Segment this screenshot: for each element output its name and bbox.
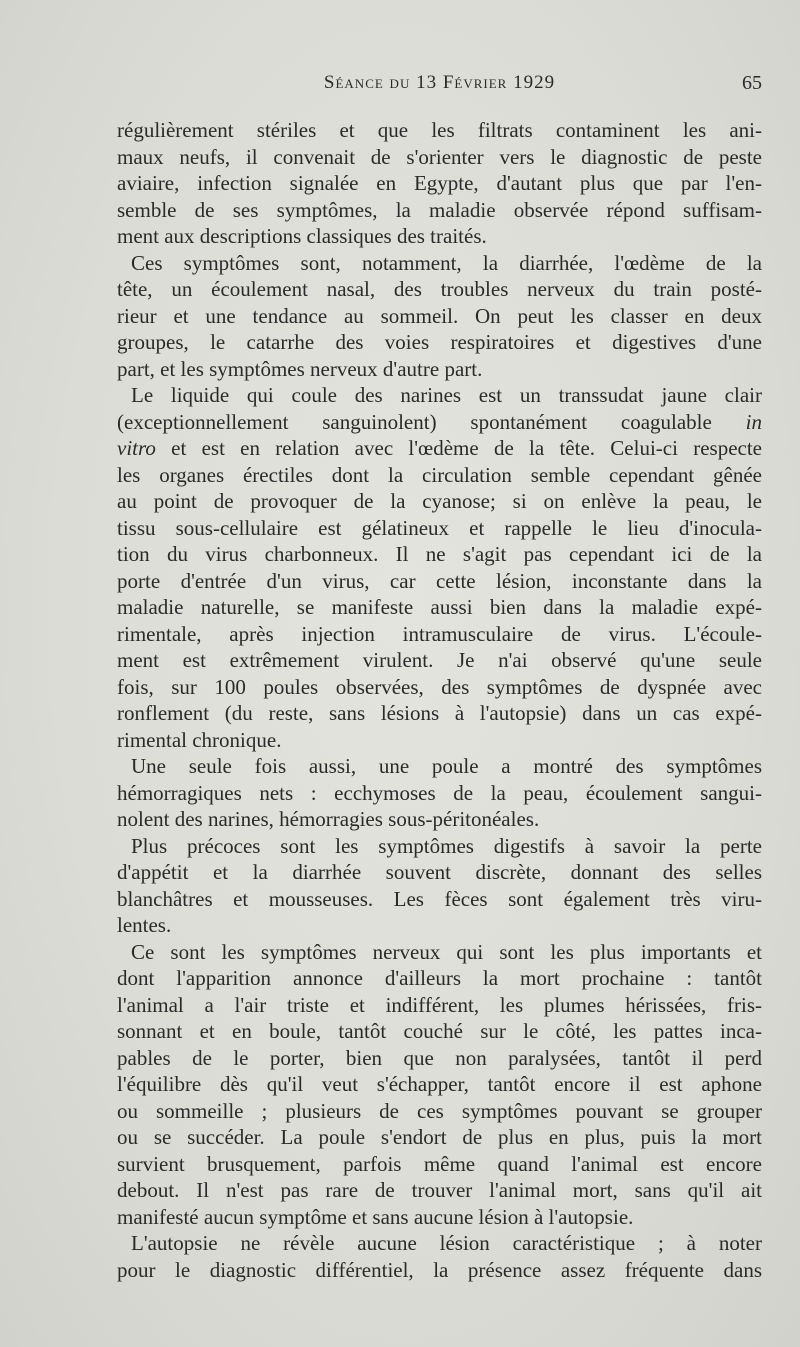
text-line [117,409,762,436]
text-line: semble de ses symptômes, la maladie observée répond suffisam- [117,197,762,222]
text-line: Plus précoces sont les symptômes digestifs à savoir la perte [131,833,762,858]
text-line: l'animal a l'air triste et indifférent, les plumes hérissées, fris- [117,992,762,1017]
text-line: debout. Il n'est pas rare de trouver l'animal mort, sans qu'il ait [117,1178,762,1202]
text-line: les organes érectiles dont la circulation semble cependant gênée [117,462,762,487]
text-line: manifesté aucun symptôme et sans aucune lésion à l'autopsie. [117,1204,634,1229]
text-line: ou se succéder. La poule s'endort de plus en plus, puis la mort [117,1125,762,1149]
text-line: ou sommeille ; plusieurs de ces symptômes pouvant se grouper [117,1098,762,1123]
text-line: dont l'apparition annonce d'ailleurs la mort prochaine : tantôt [117,966,762,990]
running-title: Séance du 13 Février 1929 [323,72,556,93]
text-line: Ces symptômes sont, notamment, la diarrhée, l'œdème de la [131,250,762,275]
text-line: blanchâtres et mousseuses. Les fèces sont également très viru- [117,886,762,911]
text-line: d'appétit et la diarrhée souvent discrète, donnant des selles [117,860,762,884]
text-line: rimental chronique. [117,727,282,752]
text-line: pables de le porter, bien que non paralysées, tantôt il perd [117,1045,762,1070]
body-text [117,117,762,1283]
running-head [117,72,762,98]
text-line: sonnant et en boule, tantôt couché sur le côté, les pattes inca- [117,1019,762,1043]
text-line: porte d'entrée d'un virus, car cette lésion, inconstante dans la [117,568,762,593]
text-line: groupes, le catarrhe des voies respiratoires et digestives d'une [117,330,762,354]
text-line: Ce sont les symptômes nerveux qui sont les plus importants et [131,939,762,964]
text-line: L'autopsie ne révèle aucune lésion caractéristique ; à noter [131,1231,762,1255]
text-line: survient brusquement, parfois même quand l'animal est encore [117,1151,762,1176]
text-line: rimentale, après injection intramusculaire de virus. L'écoule- [117,621,762,646]
text-line: rieur et une tendance au sommeil. On peut les classer en deux [117,303,762,328]
text-line: maladie naturelle, se manifeste aussi bien dans la maladie expé- [117,595,762,619]
text-fragment: (exceptionnellement sanguinolent) spontanément coagulable [117,409,712,434]
text-line: Une seule fois aussi, une poule a montré des symptômes [131,754,762,778]
text-line: aviaire, infection signalée en Egypte, d'autant plus que par l'en- [117,171,762,195]
text-line: tissu sous-cellulaire est gélatineux et rappelle le lieu d'inocula- [117,515,762,540]
text-line: part, et les symptômes nerveux d'autre part. [117,356,483,381]
text-fragment: et est en relation avec l'œdème de la tête. Celui-ci respecte [155,436,762,460]
text-line: lentes. [117,913,172,937]
text-line: ronflement (du reste, sans lésions à l'autopsie) dans un cas expé- [117,701,762,725]
text-line: fois, sur 100 poules observées, des symptômes de dyspnée avec [117,674,762,699]
text-line: tion du virus charbonneux. Il ne s'agit pas cependant ici de la [117,542,762,566]
italic-in: in [745,409,763,434]
text-line: maux neufs, il convenait de s'orienter vers le diagnostic de peste [117,144,762,169]
text-line [117,435,762,462]
text-line: ment est extrêmement virulent. Je n'ai observé qu'une seule [117,648,762,672]
text-line: l'équilibre dès qu'il veut s'échapper, tantôt encore il est aphone [117,1072,762,1096]
text-line: nolent des narines, hémorragies sous-péritonéales. [117,807,540,831]
text-line: hémorragiques nets : ecchymoses de la peau, écoulement sangui- [117,780,762,805]
text-line: pour le diagnostic différentiel, la présence assez fréquente dans [117,1257,762,1282]
text-line: ment aux descriptions classiques des traités. [117,224,487,248]
text-line: Le liquide qui coule des narines est un transsudat jaune clair [131,383,762,407]
italic-vitro: vitro [117,436,156,460]
text-line: régulièrement stériles et que les filtrats contaminent les ani- [117,118,762,142]
text-line: tête, un écoulement nasal, des troubles nerveux du train posté- [117,277,762,301]
text-line: au point de provoquer de la cyanose; si on enlève la peau, le [117,489,762,513]
page-number: 65 [742,72,762,94]
